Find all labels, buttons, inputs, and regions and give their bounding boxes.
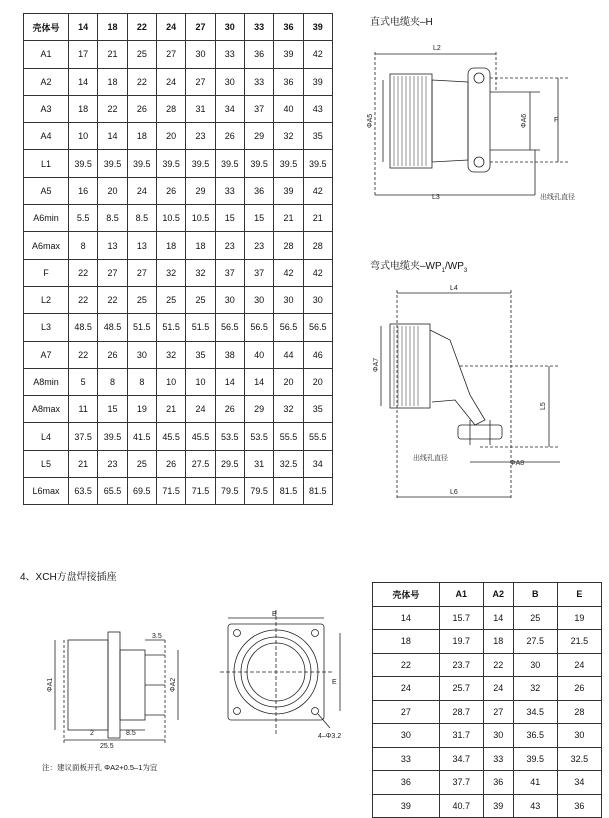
table1-cell: 14 [98,123,127,150]
table2-cell: 28 [557,700,601,724]
table2-cell: 30 [483,724,513,748]
receptacle-side-view [55,632,178,745]
table2-cell: 19.7 [439,630,483,654]
table2-cell: 21.5 [557,630,601,654]
table1-cell: 18 [98,68,127,95]
table1-cell: 30 [244,286,273,313]
table1-cell: 65.5 [98,478,127,505]
table1-cell: 39.5 [156,150,185,177]
table1-cell: 56.5 [274,314,303,341]
table1-cell: 30 [127,341,156,368]
table1-cell: 34 [303,450,332,477]
label-l2: L2 [433,45,441,52]
table2-cell: 14 [483,606,513,630]
label-f: F [554,117,559,124]
table1-cell: 39.5 [98,423,127,450]
table1-cell: 39.5 [186,150,215,177]
table1-cell: 28 [156,95,185,122]
table2-cell: 34.5 [513,700,557,724]
table1-cell: 27 [127,259,156,286]
straight-clamp-caption: 直式电缆夹–H [370,17,433,28]
table2-cell: 25.7 [439,677,483,701]
label-25-5: 25.5 [100,743,114,750]
table2-cell: 27.5 [513,630,557,654]
table1-cell: 28 [274,232,303,259]
table1-row-header: A1 [24,41,69,68]
table2-cell: 32.5 [557,747,601,771]
table1-cell: 22 [127,14,156,41]
table2-cell: 28.7 [439,700,483,724]
table1-cell: 31 [244,450,273,477]
bent-clamp-caption-sep: /WP [445,261,464,272]
table1-cell: 23 [215,232,244,259]
table1-cell: 32 [274,123,303,150]
table2-row-header: 33 [373,747,440,771]
table1-row-header: 壳体号 [24,14,69,41]
table2-cell: 30 [513,653,557,677]
table1-cell: 14 [244,368,273,395]
table1-cell: 51.5 [156,314,185,341]
table1-cell: 21 [156,396,185,423]
table2-cell: 39 [483,794,513,818]
label-cable-hole-1: 出线孔直径 [540,194,575,201]
table1-cell: 71.5 [186,478,215,505]
table1-cell: 39.5 [244,150,273,177]
table1-cell: 10 [156,368,185,395]
table1-cell: 5.5 [69,205,98,232]
table1-cell: 42 [274,259,303,286]
table1-cell: 21 [98,41,127,68]
table1-cell: 32 [156,341,185,368]
table1-cell: 27.5 [186,450,215,477]
table1-cell: 39.5 [69,150,98,177]
table1-cell: 46 [303,341,332,368]
table2-cell: 25 [513,606,557,630]
table2-row-header: 36 [373,771,440,795]
receptacle-front-view [220,610,340,735]
table1-cell: 51.5 [127,314,156,341]
table2-cell: 24 [557,653,601,677]
label-a5: ΦA5 [367,113,374,128]
table1-cell: 33 [215,41,244,68]
table1-cell: 14 [69,68,98,95]
table1-cell: 22 [69,286,98,313]
table1-cell: 20 [156,123,185,150]
table1-row-header: A2 [24,68,69,95]
table2-cell: 23.7 [439,653,483,677]
table1-cell: 35 [186,341,215,368]
table1-cell: 22 [127,68,156,95]
table2-cell: 34.7 [439,747,483,771]
table1-cell: 21 [274,205,303,232]
section-4-heading: 4、XCH方盘焊接插座 [20,572,117,583]
table1-cell: 39.5 [98,150,127,177]
table1-cell: 33 [244,14,273,41]
table1-cell: 35 [303,123,332,150]
table2-cell: 27 [483,700,513,724]
table1-cell: 40 [274,95,303,122]
table1-cell: 39 [303,68,332,95]
straight-clamp-drawing [375,52,570,195]
table1-cell: 39.5 [303,150,332,177]
table1-cell: 34 [215,95,244,122]
table1-cell: 39.5 [215,150,244,177]
table2-cell: 24 [483,677,513,701]
bent-clamp-caption-main: 弯式电缆夹–WP [370,261,442,272]
label-a6: ΦA6 [521,113,528,128]
table1-cell: 42 [303,177,332,204]
table1-cell: 11 [69,396,98,423]
table1-row-header: L6max [24,478,69,505]
table1-cell: 29.5 [215,450,244,477]
table1-cell: 29 [244,123,273,150]
table1-cell: 36 [244,177,273,204]
table1-cell: 35 [303,396,332,423]
table1-cell: 22 [69,259,98,286]
label-2: 2 [90,730,94,737]
label-l4: L4 [450,285,458,292]
table1-cell: 81.5 [303,478,332,505]
table1-cell: 27 [156,41,185,68]
table1-cell: 30 [215,14,244,41]
table1-cell: 23 [98,450,127,477]
table1-cell: 13 [127,232,156,259]
table1-cell: 8.5 [98,205,127,232]
table1-cell: 24 [127,177,156,204]
table1-cell: 51.5 [186,314,215,341]
table1-cell: 37 [215,259,244,286]
table1-row-header: A6min [24,205,69,232]
table1-cell: 20 [303,368,332,395]
table1-cell: 8 [127,368,156,395]
table2-cell: 39.5 [513,747,557,771]
table2-cell: 36 [557,794,601,818]
table1-cell: 25 [186,286,215,313]
table1-cell: 24 [156,68,185,95]
table1-cell: 40 [244,341,273,368]
table1-cell: 79.5 [215,478,244,505]
table1-cell: 10.5 [156,205,185,232]
table1-cell: 53.5 [215,423,244,450]
table1-cell: 8.5 [127,205,156,232]
table1-cell: 15 [244,205,273,232]
table2-cell: 43 [513,794,557,818]
table2-cell: 31.7 [439,724,483,748]
table1-cell: 18 [127,123,156,150]
table1-cell: 15 [215,205,244,232]
table2-cell: 18 [483,630,513,654]
table1-cell: 25 [127,286,156,313]
table1-cell: 45.5 [156,423,185,450]
table1-cell: 37 [244,259,273,286]
panel-cutout-note: 注：建议面板开孔 ΦA2+0.5–1为宜 [42,763,158,772]
label-3-5: 3.5 [152,633,162,640]
table1-cell: 10 [186,368,215,395]
table1-row-header: A6max [24,232,69,259]
table1-cell: 15 [98,396,127,423]
table1-cell: 26 [156,177,185,204]
table1-row-header: L3 [24,314,69,341]
table2-cell: 32 [513,677,557,701]
bent-clamp-caption-sub2: 3 [463,268,468,274]
table1-cell: 39 [274,177,303,204]
table1-cell: 19 [127,396,156,423]
table1-cell: 39 [303,14,332,41]
table1-cell: 71.5 [156,478,185,505]
table1-cell: 14 [69,14,98,41]
table2-cell: 41 [513,771,557,795]
table1-cell: 37.5 [69,423,98,450]
label-8-5: 8.5 [126,730,136,737]
table2-cell: E [557,583,601,607]
table1-cell: 44 [274,341,303,368]
table1-row-header: A8max [24,396,69,423]
table1-cell: 81.5 [274,478,303,505]
table2-cell: 40.7 [439,794,483,818]
bent-clamp-caption-sub1: 1 [441,268,446,274]
table1-cell: 36 [274,14,303,41]
table1-cell: 56.5 [215,314,244,341]
label-a1: ΦA1 [47,677,54,692]
table1-row-header: A8min [24,368,69,395]
table1-cell: 31 [186,95,215,122]
table1-cell: 39.5 [127,150,156,177]
label-l3: L3 [432,194,440,201]
table1-cell: 27 [186,68,215,95]
table1-cell: 37 [244,95,273,122]
table1-cell: 17 [69,41,98,68]
table2-cell: 37.7 [439,771,483,795]
table2-row-header: 39 [373,794,440,818]
table1-cell: 48.5 [69,314,98,341]
table1-cell: 23 [244,232,273,259]
table1-cell: 18 [186,232,215,259]
table1-cell: 26 [215,396,244,423]
table1-cell: 25 [127,41,156,68]
table1-cell: 14 [215,368,244,395]
table2-cell: 36 [483,771,513,795]
table1-cell: 36 [244,41,273,68]
table1-cell: 18 [69,95,98,122]
table1-cell: 27 [98,259,127,286]
table1-cell: 21 [303,205,332,232]
table1-cell: 39.5 [274,150,303,177]
table1-cell: 33 [244,68,273,95]
table1-cell: 48.5 [98,314,127,341]
table1-cell: 42 [303,259,332,286]
label-l5: L5 [540,402,547,410]
table1-cell: 56.5 [244,314,273,341]
label-a2: ΦA2 [170,677,177,692]
label-a7: ΦA7 [373,357,380,372]
table2-row-header: 30 [373,724,440,748]
table2-cell: 22 [483,653,513,677]
table2-cell: 36.5 [513,724,557,748]
table1-cell: 26 [98,341,127,368]
table1-cell: 22 [98,286,127,313]
table1-cell: 18 [156,232,185,259]
table2-cell: 34 [557,771,601,795]
table1-cell: 16 [69,177,98,204]
table2-row-header: 22 [373,653,440,677]
table1-cell: 10.5 [186,205,215,232]
table1-cell: 38 [215,341,244,368]
table1-cell: 63.5 [69,478,98,505]
table1-cell: 27 [186,14,215,41]
table1-cell: 29 [244,396,273,423]
label-e: E [332,679,337,686]
label-holes: 4–Φ3.2 [318,733,342,740]
label-b: B [272,611,277,618]
table1-row-header: A3 [24,95,69,122]
table1-cell: 43 [303,95,332,122]
table1-row-header: A5 [24,177,69,204]
table2-cell: A1 [439,583,483,607]
label-a8: ΦA8 [510,460,525,467]
table2-cell: 30 [557,724,601,748]
table1-row-header: L5 [24,450,69,477]
table1-cell: 32 [156,259,185,286]
table1-cell: 5 [69,368,98,395]
table1-cell: 30 [303,286,332,313]
table1-cell: 13 [98,232,127,259]
table1-cell: 8 [69,232,98,259]
table2-row-header: 18 [373,630,440,654]
table1-cell: 55.5 [303,423,332,450]
table1-cell: 36 [274,68,303,95]
table1-cell: 20 [274,368,303,395]
table1-cell: 29 [186,177,215,204]
bent-clamp-drawing [381,290,560,500]
table1-cell: 18 [98,14,127,41]
table1-cell: 23 [186,123,215,150]
table1-row-header: L1 [24,150,69,177]
table1-cell: 39 [274,41,303,68]
table2-row-header: 14 [373,606,440,630]
table2-cell: 15.7 [439,606,483,630]
table1-cell: 55.5 [274,423,303,450]
table2-cell: 26 [557,677,601,701]
table1-row-header: A4 [24,123,69,150]
table1-row-header: L2 [24,286,69,313]
table1-cell: 53.5 [244,423,273,450]
table1-cell: 10 [69,123,98,150]
table1-cell: 41.5 [127,423,156,450]
table1-cell: 32.5 [274,450,303,477]
table1-cell: 24 [156,14,185,41]
table1-cell: 45.5 [186,423,215,450]
table1-cell: 26 [215,123,244,150]
table1-cell: 20 [98,177,127,204]
table1-cell: 21 [69,450,98,477]
table2-cell: A2 [483,583,513,607]
table1-cell: 25 [127,450,156,477]
table2-cell: B [513,583,557,607]
table1-cell: 26 [127,95,156,122]
table1-cell: 26 [156,450,185,477]
table1-cell: 22 [98,95,127,122]
table1-cell: 8 [98,368,127,395]
table1-cell: 32 [186,259,215,286]
table2-cell: 33 [483,747,513,771]
table1-cell: 30 [215,68,244,95]
table1-cell: 79.5 [244,478,273,505]
table2-cell: 19 [557,606,601,630]
table1-cell: 56.5 [303,314,332,341]
table1-cell: 30 [186,41,215,68]
table1-cell: 30 [274,286,303,313]
table1-cell: 69.5 [127,478,156,505]
table1-cell: 33 [215,177,244,204]
table1-cell: 28 [303,232,332,259]
table1-cell: 32 [274,396,303,423]
label-cable-hole-2: 出线孔直径 [413,455,448,462]
table1-row-header: A7 [24,341,69,368]
table2-row-header: 壳体号 [373,583,440,607]
table1-row-header: L4 [24,423,69,450]
table1-cell: 22 [69,341,98,368]
table1-cell: 25 [156,286,185,313]
table1-cell: 42 [303,41,332,68]
table2-row-header: 24 [373,677,440,701]
table2-row-header: 27 [373,700,440,724]
label-l6: L6 [450,489,458,496]
table1-cell: 24 [186,396,215,423]
table1-row-header: F [24,259,69,286]
table1-cell: 30 [215,286,244,313]
